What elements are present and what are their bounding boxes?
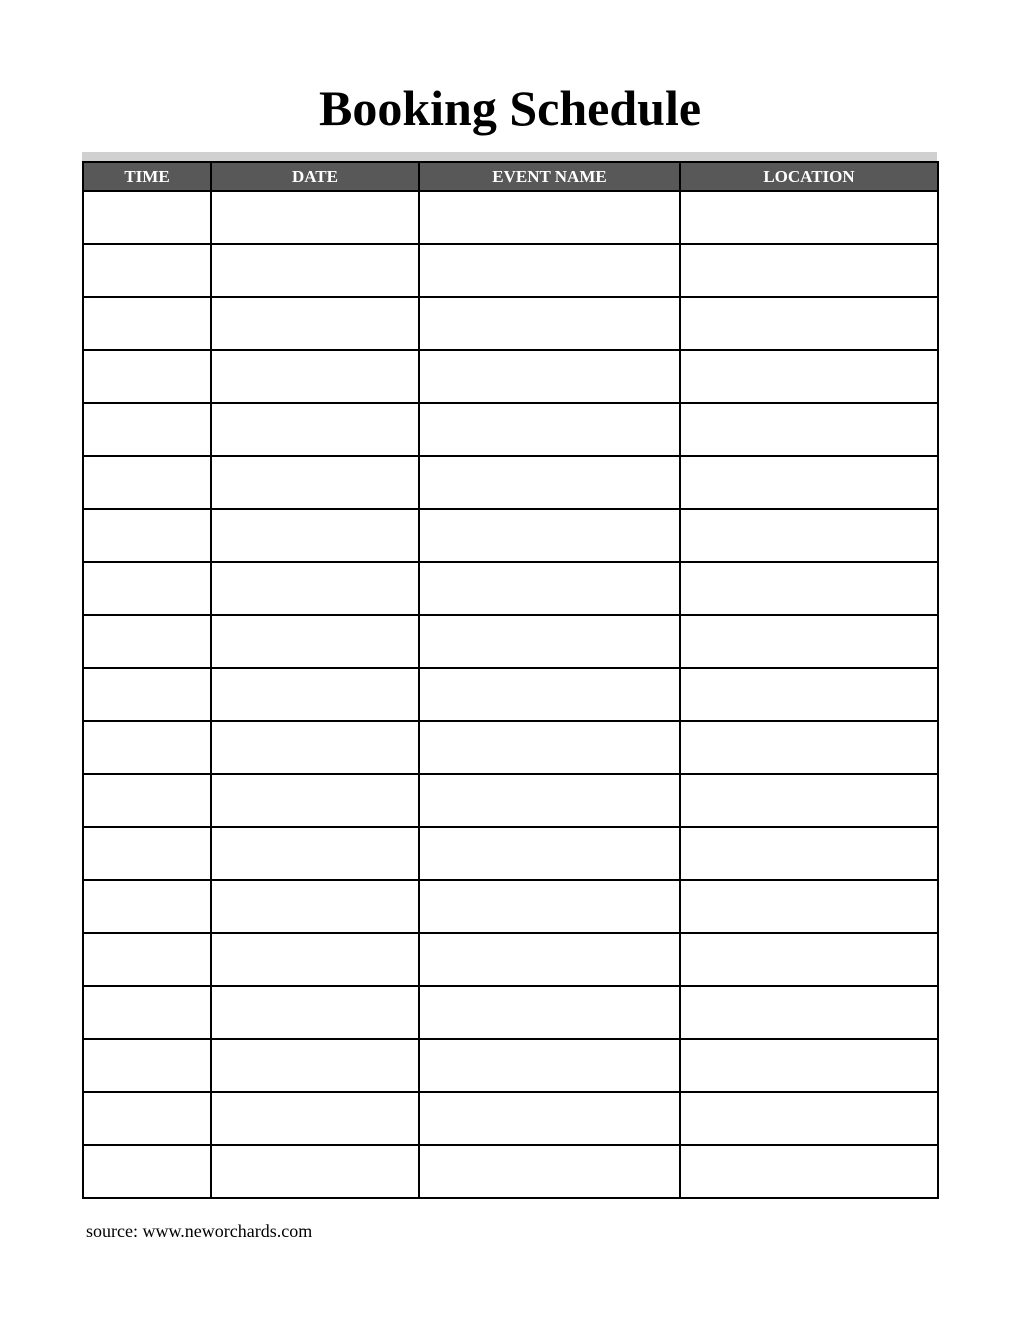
table-row [83, 1039, 938, 1092]
location-cell[interactable] [680, 350, 938, 403]
time-cell[interactable] [83, 297, 211, 350]
event-name-cell[interactable] [419, 1039, 680, 1092]
date-cell[interactable] [211, 562, 419, 615]
page-title: Booking Schedule [318, 80, 702, 136]
table-row [83, 933, 938, 986]
table-row [83, 297, 938, 350]
date-cell[interactable] [211, 827, 419, 880]
table-row [83, 562, 938, 615]
table-row [83, 668, 938, 721]
date-cell[interactable] [211, 403, 419, 456]
source-note: source: www.neworchards.com [86, 1221, 313, 1241]
location-cell[interactable] [680, 1145, 938, 1198]
table-row [83, 721, 938, 774]
date-cell[interactable] [211, 1145, 419, 1198]
location-cell[interactable] [680, 827, 938, 880]
time-cell[interactable] [83, 244, 211, 297]
location-cell[interactable] [680, 297, 938, 350]
table-row [83, 509, 938, 562]
event-name-cell[interactable] [419, 986, 680, 1039]
date-cell[interactable] [211, 615, 419, 668]
location-cell[interactable] [680, 456, 938, 509]
date-cell[interactable] [211, 721, 419, 774]
date-cell[interactable] [211, 509, 419, 562]
event-name-cell[interactable] [419, 880, 680, 933]
event-name-cell[interactable] [419, 191, 680, 244]
top-rule-bar [82, 152, 937, 161]
table-row [83, 827, 938, 880]
location-cell[interactable] [680, 880, 938, 933]
booking-table [82, 161, 939, 1199]
column-header-location: LOCATION [680, 162, 938, 191]
table-row [83, 615, 938, 668]
time-cell[interactable] [83, 1039, 211, 1092]
location-cell[interactable] [680, 191, 938, 244]
location-cell[interactable] [680, 615, 938, 668]
column-header-event-name: EVENT NAME [419, 162, 680, 191]
table-row [83, 774, 938, 827]
time-cell[interactable] [83, 350, 211, 403]
time-cell[interactable] [83, 986, 211, 1039]
location-cell[interactable] [680, 562, 938, 615]
event-name-cell[interactable] [419, 509, 680, 562]
event-name-cell[interactable] [419, 721, 680, 774]
time-cell[interactable] [83, 827, 211, 880]
date-cell[interactable] [211, 191, 419, 244]
time-cell[interactable] [83, 880, 211, 933]
location-cell[interactable] [680, 668, 938, 721]
date-cell[interactable] [211, 244, 419, 297]
event-name-cell[interactable] [419, 350, 680, 403]
time-cell[interactable] [83, 1092, 211, 1145]
event-name-cell[interactable] [419, 1092, 680, 1145]
time-cell[interactable] [83, 456, 211, 509]
date-cell[interactable] [211, 880, 419, 933]
table-row [83, 403, 938, 456]
location-cell[interactable] [680, 774, 938, 827]
date-cell[interactable] [211, 1039, 419, 1092]
time-cell[interactable] [83, 774, 211, 827]
date-cell[interactable] [211, 456, 419, 509]
time-cell[interactable] [83, 668, 211, 721]
column-header-time: TIME [83, 162, 211, 191]
date-cell[interactable] [211, 1092, 419, 1145]
event-name-cell[interactable] [419, 774, 680, 827]
time-cell[interactable] [83, 933, 211, 986]
time-cell[interactable] [83, 615, 211, 668]
date-cell[interactable] [211, 297, 419, 350]
table-row [83, 456, 938, 509]
table-row [83, 1092, 938, 1145]
location-cell[interactable] [680, 244, 938, 297]
table-row [83, 880, 938, 933]
event-name-cell[interactable] [419, 244, 680, 297]
table-body [83, 191, 938, 1198]
table-row [83, 244, 938, 297]
location-cell[interactable] [680, 1039, 938, 1092]
table-row [83, 986, 938, 1039]
time-cell[interactable] [83, 1145, 211, 1198]
location-cell[interactable] [680, 1092, 938, 1145]
event-name-cell[interactable] [419, 1145, 680, 1198]
location-cell[interactable] [680, 403, 938, 456]
time-cell[interactable] [83, 191, 211, 244]
location-cell[interactable] [680, 721, 938, 774]
date-cell[interactable] [211, 774, 419, 827]
time-cell[interactable] [83, 562, 211, 615]
time-cell[interactable] [83, 403, 211, 456]
date-cell[interactable] [211, 350, 419, 403]
event-name-cell[interactable] [419, 562, 680, 615]
event-name-cell[interactable] [419, 615, 680, 668]
event-name-cell[interactable] [419, 297, 680, 350]
event-name-cell[interactable] [419, 456, 680, 509]
table-row [83, 1145, 938, 1198]
event-name-cell[interactable] [419, 403, 680, 456]
time-cell[interactable] [83, 721, 211, 774]
event-name-cell[interactable] [419, 933, 680, 986]
event-name-cell[interactable] [419, 827, 680, 880]
table-header-row [83, 162, 938, 191]
table-row [83, 191, 938, 244]
table-row [83, 350, 938, 403]
location-cell[interactable] [680, 509, 938, 562]
column-header-date: DATE [211, 162, 419, 191]
date-cell[interactable] [211, 668, 419, 721]
date-cell[interactable] [211, 986, 419, 1039]
time-cell[interactable] [83, 509, 211, 562]
location-cell[interactable] [680, 986, 938, 1039]
event-name-cell[interactable] [419, 668, 680, 721]
date-cell[interactable] [211, 933, 419, 986]
location-cell[interactable] [680, 933, 938, 986]
